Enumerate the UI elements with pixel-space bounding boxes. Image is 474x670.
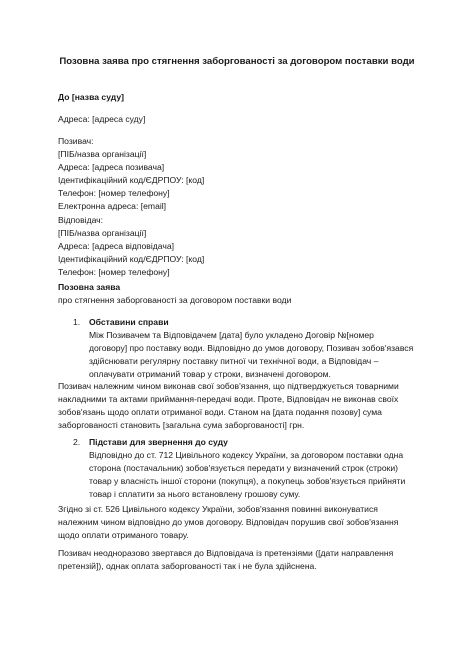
section2-line: Відповідно до ст. 712 Цивільного кодексу України, за договором поставки одна [89, 450, 404, 460]
section1-heading: Обставини справи [89, 317, 169, 327]
section1-line: здійснювати регулярну поставку питної чи технічної води, а Відповідач – [89, 356, 379, 366]
document-title: Позовна заява про стягнення заборгованості за договором поставки води [59, 56, 415, 67]
paragraph-line: Позивач неодноразово звертався до Відповідача із претензіями ([дати направлення [58, 548, 394, 558]
claim-subheading: про стягнення заборгованості за договором поставки води [58, 295, 292, 305]
paragraph-1 [58, 380, 399, 432]
section1-line: оплачувати отриманий товар у строки, визначені договором. [89, 369, 331, 379]
section2-text [89, 449, 405, 501]
paragraph-line: належним чином відповідно до умов договору. Відповідач порушив свої зобов'язання [58, 517, 399, 527]
section2-heading: Підстави для звернення до суду [89, 437, 228, 447]
defendant-line: [ПІБ/назва організації] [58, 228, 147, 238]
plaintiff-line: [ПІБ/назва організації] [58, 149, 147, 159]
paragraph-line: щодо оплати отриманого товару. [58, 530, 189, 540]
plaintiff-line: Електронна адреса: [email] [58, 201, 167, 211]
section2-line: сторона (постачальник) зобов'язується передати у визначений строк (строки) [89, 463, 399, 473]
section2-number: 2. [73, 437, 81, 447]
defendant-line: Адреса: [адреса відповідача] [58, 241, 175, 251]
paragraph-line: Позивач належним чином виконав свої зобов'язання, що підтверджується товарними [58, 381, 399, 391]
plaintiff-line: Телефон: [номер телефону] [58, 188, 170, 198]
court-address: Адреса: [адреса суду] [58, 114, 146, 124]
section1-line: договору] про поставку води. Відповідно до умов договору, Позивач зобов'язався [89, 343, 414, 353]
defendant-block [58, 214, 204, 279]
plaintiff-line: Адреса: [адреса позивача] [58, 162, 165, 172]
section1-text [89, 329, 413, 381]
paragraph-line: зобов'язань щодо оплати отриманої води. Станом на [дата подання позову] сума [58, 407, 382, 417]
paragraph-line: накладними та актами приймання-передачі води. Проте, Відповідач не виконав своїх [58, 394, 399, 404]
paragraph-2 [58, 503, 398, 542]
paragraph-line: заборгованості становить [загальна сума заборгованості] грн. [58, 420, 305, 430]
plaintiff-line: Ідентифікаційний код/ЄДРПОУ: [код] [58, 175, 205, 185]
defendant-line: Ідентифікаційний код/ЄДРПОУ: [код] [58, 254, 205, 264]
claim-heading: Позовна заява [58, 282, 121, 292]
plaintiff-label: Позивач: [58, 136, 94, 146]
defendant-line: Телефон: [номер телефону] [58, 267, 170, 277]
court-heading: До [назва суду] [58, 92, 124, 102]
paragraph-3 [58, 547, 393, 573]
section1-line: Між Позивачем та Відповідачем [дата] було укладено Договір №[номер [89, 330, 374, 340]
section2-line: товар у власність іншої сторони (покупця), а покупець зобов'язується прийняти [89, 476, 406, 486]
section2-line: товар і сплатити за нього встановлену грошову суму. [89, 489, 301, 499]
paragraph-line: претензій]), однак оплата заборгованості так і не була здійснена. [58, 561, 317, 571]
plaintiff-block [58, 135, 204, 213]
defendant-label: Відповідач: [58, 215, 104, 225]
section1-number: 1. [73, 317, 81, 327]
paragraph-line: Згідно зі ст. 526 Цивільного кодексу України, зобов'язання повинні виконуватися [58, 504, 378, 514]
